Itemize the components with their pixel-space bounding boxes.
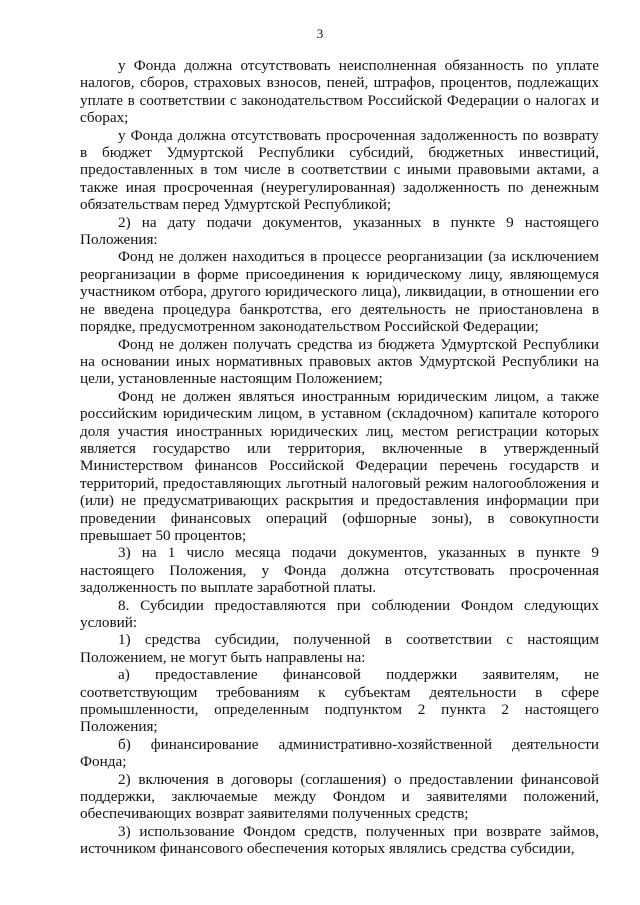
- paragraph-foreign-entity: Фонд не должен являться иностранным юридическим лицом, а также российским юридическим лицом, в уставном (складочном) капитале которого доля участия иностранных юридических лиц, местом регистрации которых является государство или территория, включенные в утвержденный Министерством финансов Российской Федерации перечень государств и территорий, предоставляющих льготный налоговый режим налогообложения и (или) не предусматривающих раскрытия и предоставления информации при проведении финансовых операций (офшорные зоны), в совокупности превышает 50 процентов;: [80, 387, 599, 544]
- paragraph-item-3: 3) на 1 число месяца подачи документов, указанных в пункте 9 настоящего Положения, у Фонда должна отсутствовать просроченная задолженность по выплате заработной платы.: [80, 544, 599, 597]
- paragraph-overdue-debt: у Фонда должна отсутствовать просроченная задолженность по возврату в бюджет Удмуртской Республики субсидий, бюджетных инвестиций, предоставленных в том числе в соответствии с иными правовыми актами, а также иная просроченная (неурегулированная) задолженность по денежным обязательствам перед Удмуртской Республикой;: [80, 126, 599, 214]
- document-body: [80, 57, 599, 858]
- paragraph-other-funds: Фонд не должен получать средства из бюджета Удмуртской Республики на основании иных нормативных правовых актов Удмуртской Республики на цели, установленные настоящим Положением;: [80, 335, 599, 388]
- paragraph-subitem-b: б) финансирование административно-хозяйственной деятельности Фонда;: [80, 735, 599, 771]
- paragraph-reorganization: Фонд не должен находиться в процессе реорганизации (за исключением реорганизации в форме присоединения к юридическому лицу, являющемуся участником отбора, другого юридического лица), ликвидации, в отношении его не введена процедура банкротства, его деятельность не приостановлена в порядке, предусмотренном законодательством Российской Федерации;: [80, 248, 599, 336]
- paragraph-subitem-a: а) предоставление финансовой поддержки заявителям, не соответствующим требованиям к субъектам деятельности в сфере промышленности, определенным подпунктом 2 пункта 2 настоящего Положения;: [80, 666, 599, 736]
- paragraph-condition-1: 1) средства субсидии, полученной в соответствии с настоящим Положением, не могут быть направлены на:: [80, 631, 599, 666]
- paragraph-item-2: 2) на дату подачи документов, указанных в пункте 9 настоящего Положения:: [80, 213, 599, 249]
- page-number: 3: [316, 26, 324, 41]
- paragraph-condition-3: 3) использование Фондом средств, полученных при возврате займов, источником финансового обеспечения которых являлись средства субсидии,: [80, 822, 599, 858]
- paragraph-tax-debt: у Фонда должна отсутствовать неисполненная обязанность по уплате налогов, сборов, страховых взносов, пеней, штрафов, процентов, подлежащих уплате в соответствии с законодательством Российской Федерации о налогах и сборах;: [80, 57, 599, 127]
- paragraph-section-8: 8. Субсидии предоставляются при соблюдении Фондом следующих условий:: [80, 596, 599, 631]
- paragraph-condition-2: 2) включения в договоры (соглашения) о предоставлении финансовой поддержки, заключаемые между Фондом и заявителями положений, обеспечивающих возврат заявителями полученных средств;: [80, 770, 599, 823]
